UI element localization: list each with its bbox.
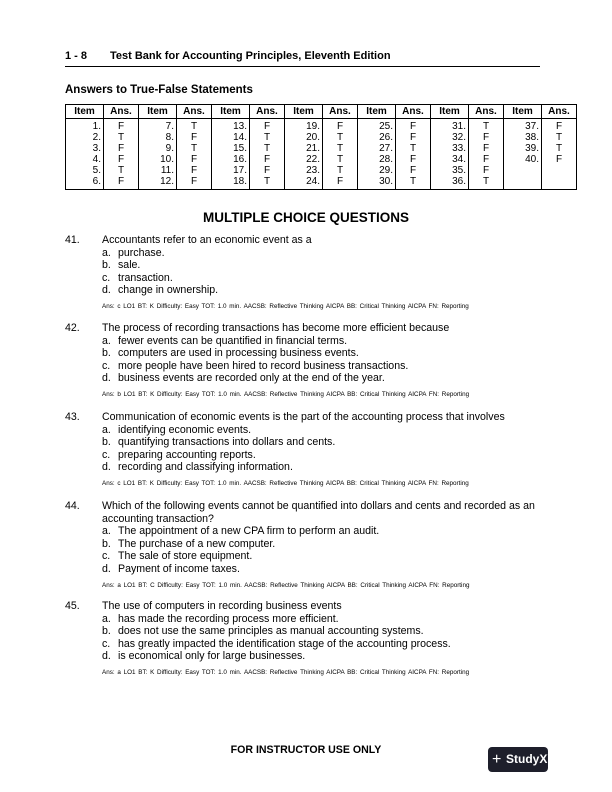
item-number-cell: 19. [285,119,323,133]
item-number-cell [504,176,542,190]
logo-text: StudyXY [506,752,556,766]
answer-cell: T [323,143,358,154]
answer-cell: F [542,119,577,133]
answer-cell [542,165,577,176]
question-number: 44. [65,500,80,512]
answer-cell: T [542,132,577,143]
col-ans-header: Ans. [469,105,504,119]
option-letter: a. [102,612,111,625]
answer-table-row [66,176,577,190]
answer-cell: T [542,143,577,154]
col-ans-header: Ans. [250,105,285,119]
answer-cell: F [396,119,431,133]
option-letter: b. [102,436,111,449]
option-letter: c. [102,359,111,372]
item-number-cell: 4. [66,154,104,165]
item-number-cell: 27. [358,143,396,154]
option-text: purchase. [118,246,165,259]
item-number-cell: 1. [66,119,104,133]
question-stem: The process of recording transactions has become more efficient because [102,322,450,334]
item-number-cell: 33. [431,143,469,154]
option-letter: b. [102,259,111,272]
answer-option [102,525,545,538]
option-letter: d. [102,650,111,663]
col-item-header: Item [504,105,542,119]
answer-option [102,424,545,437]
answer-cell: F [250,154,285,165]
item-number-cell: 31. [431,119,469,133]
option-text: computers are used in processing business events. [118,347,359,360]
answer-option [102,538,545,551]
col-ans-header: Ans. [323,105,358,119]
question-number: 45. [65,600,80,612]
answer-option [102,347,545,360]
answer-option [102,638,545,651]
answer-cell: F [396,165,431,176]
answer-cell: F [250,165,285,176]
option-letter: a. [102,423,111,436]
item-number-cell: 30. [358,176,396,190]
footer-notice: FOR INSTRUCTOR USE ONLY [230,744,382,756]
answer-cell: T [250,176,285,190]
answer-cell: T [396,176,431,190]
answer-cell: T [323,165,358,176]
item-number-cell: 6. [66,176,104,190]
item-number-cell [504,165,542,176]
item-number-cell: 21. [285,143,323,154]
answer-cell: T [177,119,212,133]
question-block [65,411,545,488]
answer-cell: F [177,176,212,190]
answer-cell: F [323,176,358,190]
answer-option [102,449,545,462]
item-number-cell: 24. [285,176,323,190]
answer-cell: F [177,132,212,143]
answers-heading: Answers to True-False Statements [65,84,253,96]
option-text: preparing accounting reports. [118,448,256,461]
answer-option [102,335,545,348]
item-number-cell: 26. [358,132,396,143]
answer-table-row [66,154,577,165]
answer-cell: F [104,119,139,133]
answer-option [102,650,545,663]
answer-cell: F [250,119,285,133]
item-number-cell: 17. [212,165,250,176]
answer-option [102,259,545,272]
item-number-cell: 34. [431,154,469,165]
answer-option [102,372,545,385]
multiple-choice-heading: MULTIPLE CHOICE QUESTIONS [202,210,409,225]
item-number-cell: 3. [66,143,104,154]
item-number-cell: 14. [212,132,250,143]
answer-cell: F [542,154,577,165]
question-metadata: Ans: a LO1 BT: C Difficulty: Easy TOT: 1.0 min. AACSB: Reflective Thinking AICPA BB: Critical Thinking AICPA FN: Reporting [102,581,470,589]
answer-cell: T [104,132,139,143]
question-stem: Which of the following events cannot be quantified into dollars and cents and recorded as an accounting transaction? [102,500,535,525]
question-block [65,322,545,399]
option-letter: c. [102,448,111,461]
answer-cell: F [396,132,431,143]
option-text: recording and classifying information. [118,461,293,474]
option-text: more people have been hired to record business transactions. [118,359,409,372]
col-item-header: Item [139,105,177,119]
answer-option [102,360,545,373]
option-letter: c. [102,637,111,650]
answer-table-row [66,132,577,143]
question-stem: The use of computers in recording business events [102,600,342,612]
option-text: The sale of store equipment. [118,550,253,563]
answer-cell: T [469,176,504,190]
option-letter: d. [102,372,111,385]
col-ans-header: Ans. [396,105,431,119]
option-letter: a. [102,246,111,259]
item-number-cell: 29. [358,165,396,176]
item-number-cell: 11. [139,165,177,176]
item-number-cell: 12. [139,176,177,190]
option-text: fewer events can be quantified in financial terms. [118,334,348,347]
option-text: has made the recording process more efficient. [118,612,339,625]
item-number-cell: 36. [431,176,469,190]
item-number-cell: 18. [212,176,250,190]
item-number-cell: 22. [285,154,323,165]
option-text: is economical only for large businesses. [118,650,306,663]
item-number-cell: 25. [358,119,396,133]
item-number-cell: 28. [358,154,396,165]
answer-cell: F [177,165,212,176]
question-block [65,234,545,311]
answer-cell: T [177,143,212,154]
option-text: quantifying transactions into dollars and cents. [118,436,336,449]
answer-cell: F [396,154,431,165]
question-number: 43. [65,411,80,423]
option-text: The appointment of a new CPA firm to perform an audit. [118,525,380,538]
item-number-cell: 2. [66,132,104,143]
col-ans-header: Ans. [542,105,577,119]
item-number-cell: 20. [285,132,323,143]
page-number: 1 - 8 [65,50,88,62]
answer-table-row [66,143,577,154]
col-item-header: Item [358,105,396,119]
item-number-cell: 8. [139,132,177,143]
answer-option [102,550,545,563]
question-metadata: Ans: b LO1 BT: K Difficulty: Easy TOT: 1.0 min. AACSB: Reflective Thinking AICPA BB: Critical Thinking AICPA FN: Reporting [102,390,470,398]
answer-table-row [66,165,577,176]
answer-cell: F [469,143,504,154]
option-text: business events are recorded only at the end of the year. [118,372,385,385]
answer-cell [542,176,577,190]
option-letter: b. [102,537,111,550]
answer-cell: F [177,154,212,165]
plus-icon: + [492,751,502,768]
item-number-cell: 38. [504,132,542,143]
answer-cell: T [250,143,285,154]
question-metadata: Ans: a LO1 BT: K Difficulty: Easy TOT: 1.0 min. AACSB: Reflective Thinking AICPA BB: Critical Thinking AICPA FN: Reporting [102,668,470,676]
answer-cell: T [323,154,358,165]
option-text: has greatly impacted the identification stage of the accounting process. [118,637,451,650]
answer-cell: F [469,165,504,176]
question-number: 41. [65,234,80,246]
item-number-cell: 32. [431,132,469,143]
answer-table-row [66,119,577,133]
answer-option [102,284,545,297]
answer-cell: T [323,132,358,143]
item-number-cell: 37. [504,119,542,133]
item-number-cell: 40. [504,154,542,165]
option-letter: c. [102,550,111,563]
answer-option [102,563,545,576]
item-number-cell: 9. [139,143,177,154]
answer-cell: T [250,132,285,143]
col-item-header: Item [212,105,250,119]
col-ans-header: Ans. [104,105,139,119]
item-number-cell: 39. [504,143,542,154]
answer-cell: F [323,119,358,133]
item-number-cell: 23. [285,165,323,176]
col-item-header: Item [66,105,104,119]
question-stem: Communication of economic events is the part of the accounting process that involves [102,411,505,423]
answer-option [102,625,545,638]
col-item-header: Item [431,105,469,119]
item-number-cell: 10. [139,154,177,165]
answer-cell: F [104,143,139,154]
answer-cell: F [469,154,504,165]
page-header [65,50,540,67]
answer-option [102,461,545,474]
item-number-cell: 16. [212,154,250,165]
option-text: change in ownership. [118,284,219,297]
option-text: Payment of income taxes. [118,562,240,575]
answer-cell: T [469,119,504,133]
col-item-header: Item [285,105,323,119]
option-letter: a. [102,334,111,347]
option-letter: b. [102,347,111,360]
item-number-cell: 13. [212,119,250,133]
item-number-cell: 7. [139,119,177,133]
col-ans-header: Ans. [177,105,212,119]
question-metadata: Ans: c LO1 BT: K Difficulty: Easy TOT: 1.0 min. AACSB: Reflective Thinking AICPA BB: Critical Thinking AICPA FN: Reporting [102,302,469,310]
option-letter: d. [102,461,111,474]
answer-cell: F [469,132,504,143]
option-letter: d. [102,562,111,575]
option-text: sale. [118,259,141,272]
answer-option [102,272,545,285]
item-number-cell: 5. [66,165,104,176]
question-stem: Accountants refer to an economic event as a [102,234,312,246]
option-text: does not use the same principles as manual accounting systems. [118,625,424,638]
answer-cell: T [104,165,139,176]
answer-option [102,436,545,449]
true-false-answer-table [65,104,577,190]
option-text: The purchase of a new computer. [118,537,276,550]
option-text: transaction. [118,271,173,284]
book-title: Test Bank for Accounting Principles, Eleventh Edition [110,50,391,62]
question-metadata: Ans: c LO1 BT: K Difficulty: Easy TOT: 1.0 min. AACSB: Reflective Thinking AICPA BB: Critical Thinking AICPA FN: Reporting [102,479,469,487]
question-block [65,500,545,590]
answer-table-header-row [66,105,577,119]
answer-option [102,247,545,260]
answer-option [102,613,545,626]
option-letter: b. [102,625,111,638]
answer-cell: F [104,154,139,165]
answer-cell: F [104,176,139,190]
item-number-cell: 15. [212,143,250,154]
item-number-cell: 35. [431,165,469,176]
option-letter: c. [102,271,111,284]
question-number: 42. [65,322,80,334]
option-letter: d. [102,284,111,297]
answer-cell: T [396,143,431,154]
option-letter: a. [102,525,111,538]
studyxy-logo [488,747,556,772]
question-block [65,600,545,677]
option-text: identifying economic events. [118,423,252,436]
